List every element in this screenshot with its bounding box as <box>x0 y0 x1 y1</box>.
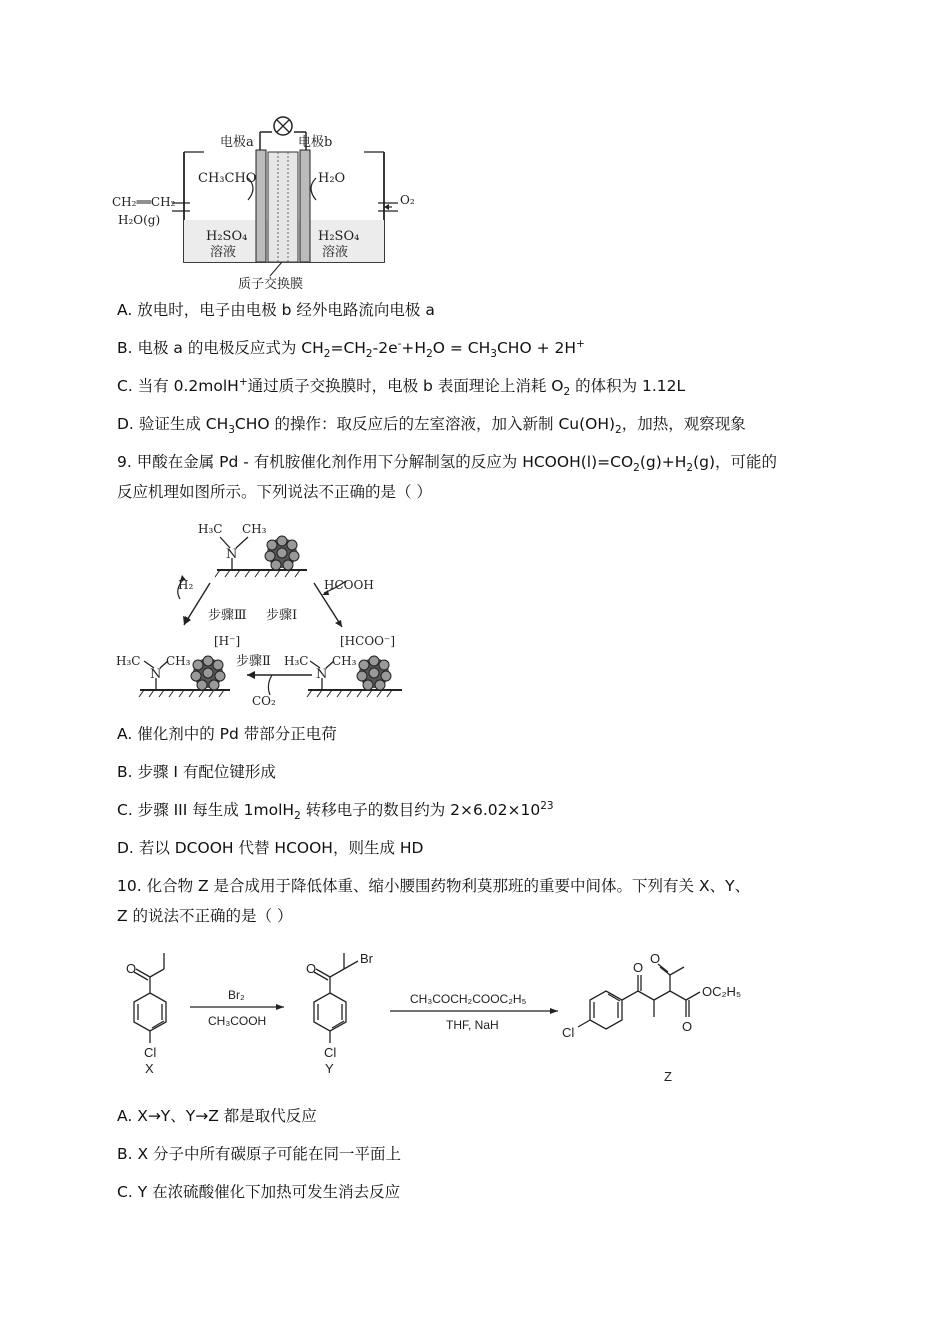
bulb-icon <box>274 117 292 135</box>
z-label: Z <box>664 1069 672 1084</box>
q9-option-c: C. 步骤 III 每生成 1molH$_2$ 转移电子的数目约为 $2\times 6.02\times 10^{23}$ <box>117 799 554 823</box>
fuel-cell-figure <box>112 112 422 292</box>
h2-label: H₂ <box>178 578 194 592</box>
q9-option-a: A. 催化剂中的 Pd 带部分正电荷 <box>117 725 337 743</box>
oxygen-feed-label: O₂ <box>400 193 415 207</box>
q9-stem-line1: 9. 甲酸在金属 Pd - 有机胺催化剂作用下分解制氢的反应为 $HCOOH(l)=CO_2(g)+H_2(g)$，可能的 <box>117 453 778 475</box>
left-amine-nitrogen: N <box>150 667 162 682</box>
electrode-a-label: 电极a <box>220 135 254 150</box>
membrane-label: 质子交换膜 <box>238 277 304 292</box>
pd-cluster-icon-top <box>265 536 299 570</box>
q8-option-c: C. 当有 0.2molH+通过质子交换膜时，电极 b 表面理论上消耗 $O_2$ 的体积为 1.12L <box>117 375 686 399</box>
reagent-1-top: Br₂ <box>228 988 245 1002</box>
y-oxygen: O <box>306 961 317 976</box>
left-product-label: CH₃CHO <box>198 171 257 186</box>
y-chlorine: Cl <box>324 1045 337 1060</box>
reagent-1-bottom: CH₃COOH <box>208 1014 267 1028</box>
left-solution-label-1: H₂SO₄ <box>206 229 248 244</box>
left-amine-methyl-1: H₃C <box>116 654 141 668</box>
q10-option-c: C. Y 在浓硫酸催化下加热可发生消去反应 <box>117 1183 401 1201</box>
top-amine-methyl-1: H₃C <box>198 522 223 536</box>
right-product-label: H₂O <box>318 171 346 186</box>
water-vapor-feed-label: H₂O(g) <box>118 213 161 227</box>
q10-option-b: B. X 分子中所有碳原子可能在同一平面上 <box>117 1145 402 1163</box>
formate-label: [HCOO⁻] <box>340 634 396 648</box>
z-oxygen-ketone: O <box>633 960 644 975</box>
step-3-label: 步骤Ⅲ <box>208 608 247 623</box>
z-oxygen-acetyl: O <box>650 951 661 966</box>
x-chlorine: Cl <box>144 1045 157 1060</box>
q9-option-d: D. 若以 DCOOH 代替 HCOOH，则生成 HD <box>117 839 424 857</box>
right-amine-methyl-2: CH₃ <box>332 654 357 668</box>
right-amine-methyl-1: H₃C <box>284 654 309 668</box>
compound-x-structure <box>134 953 166 1043</box>
q10-option-a: A. X→Y、Y→Z 都是取代反应 <box>117 1107 317 1125</box>
reagent-2-bottom: THF, NaH <box>446 1018 499 1032</box>
step-1-label: 步骤Ⅰ <box>266 608 298 623</box>
pd-cluster-icon-left <box>191 656 225 690</box>
ethylene-feed-label: CH₂══CH₂ <box>112 195 176 209</box>
synthesis-route-figure <box>112 945 792 1090</box>
pd-cluster-icon-right <box>357 656 391 690</box>
x-label: X <box>145 1061 154 1076</box>
co2-label: CO₂ <box>252 694 276 708</box>
q10-stem-line2: Z 的说法不正确的是（ ） <box>117 907 293 925</box>
q10-stem-line1: 10. 化合物 Z 是合成用于降低体重、缩小腰围药物利莫那班的重要中间体。下列有关 X、Y、 <box>117 877 751 895</box>
hcooh-label: HCOOH <box>324 578 374 592</box>
electrode-b-label: 电极b <box>298 135 333 150</box>
left-solution-label-2: 溶液 <box>210 245 237 260</box>
compound-y-structure <box>314 953 358 1043</box>
right-amine-nitrogen: N <box>316 667 328 682</box>
y-bromine: Br <box>360 951 373 966</box>
left-amine-methyl-2: CH₃ <box>166 654 191 668</box>
right-solution-label-2: 溶液 <box>322 245 349 260</box>
top-amine-methyl-2: CH₃ <box>242 522 267 536</box>
z-ethoxy: OC₂H₅ <box>702 984 742 999</box>
q8-option-d: D. 验证生成 $CH_3CHO$ 的操作：取反应后的左室溶液，加入新制 $Cu(OH)_2$，加热，观察现象 <box>117 415 746 437</box>
catalysis-mechanism-figure <box>112 515 412 710</box>
q9-stem-line2: 反应机理如图所示。下列说法不正确的是（ ） <box>117 483 432 501</box>
z-oxygen-ester: O <box>682 1019 693 1034</box>
step-2-label: 步骤Ⅱ <box>236 654 271 669</box>
x-oxygen: O <box>126 961 137 976</box>
z-chlorine: Cl <box>562 1025 575 1040</box>
q9-option-b: B. 步骤 I 有配位键形成 <box>117 763 276 781</box>
q8-option-b: B. 电极 a 的电极反应式为 $CH_2=CH_2-2e^-+H_2O = CH_3CHO + 2H^+$ <box>117 337 585 361</box>
top-amine-nitrogen: N <box>226 547 238 562</box>
right-solution-label-1: H₂SO₄ <box>318 229 360 244</box>
hydride-label: [H⁻] <box>214 634 241 648</box>
q8-option-a: A. 放电时，电子由电极 b 经外电路流向电极 a <box>117 301 435 319</box>
y-label: Y <box>325 1061 334 1076</box>
reagent-2-top: CH₃COCH₂COOC₂H₅ <box>410 992 527 1006</box>
